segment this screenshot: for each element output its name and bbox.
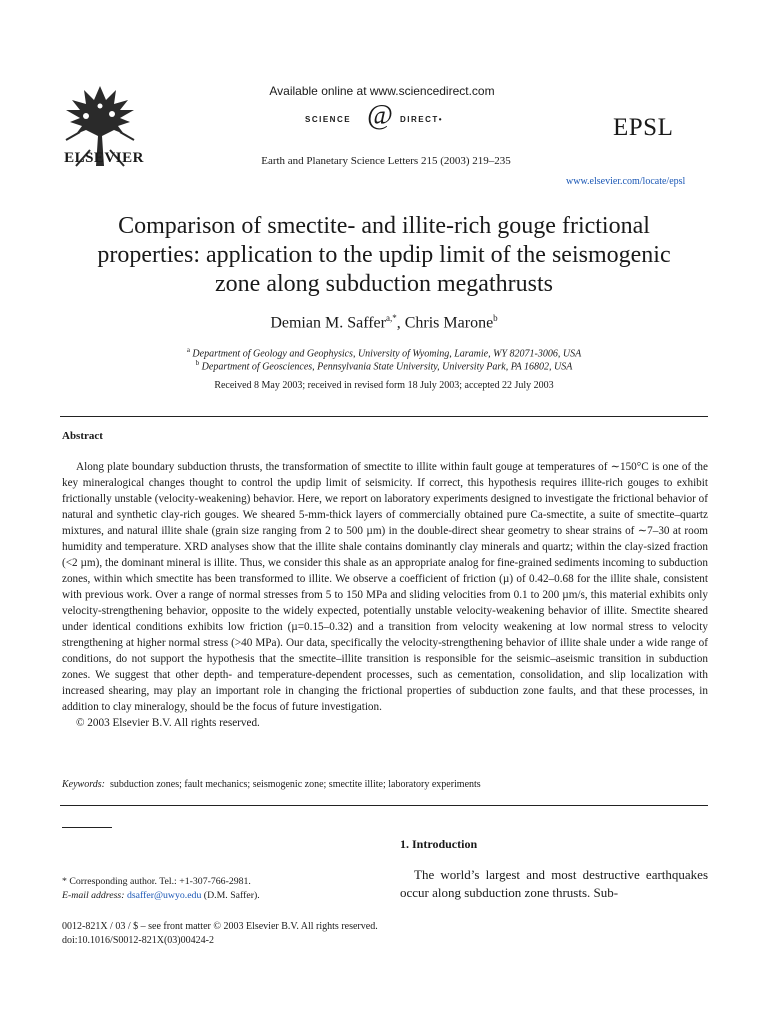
affiliation-a [60, 346, 708, 359]
affiliation-text: Department of Geology and Geophysics, University of Wyoming, Laramie, WY 82071-3006, USA [192, 348, 582, 360]
abstract-copyright: © 2003 Elsevier B.V. All rights reserved. [76, 717, 260, 729]
affiliation-label: b [195, 359, 200, 367]
author-separator: , [396, 314, 405, 332]
introduction-text: The world’s largest and most destructive earthquakes occur along subduction zone thrusts. Sub- [400, 867, 708, 900]
author-saffer-affil: a,* [385, 313, 397, 323]
article-title [60, 212, 708, 299]
keywords-label: Keywords: [62, 779, 105, 790]
available-online-text: Available online at www.sciencedirect.com [269, 84, 495, 98]
abstract-body [62, 459, 708, 731]
journal-url-link[interactable]: www.elsevier.com/locate/epsl [566, 176, 686, 187]
sciencedirect-at-icon: @ [367, 100, 393, 131]
affiliation-label: a [186, 346, 190, 354]
affiliation-text: Department of Geosciences, Pennsylvania State University, University Park, PA 16802, USA [201, 361, 573, 373]
corresponding-author-note: * Corresponding author. Tel.: +1-307-766-2981. [62, 876, 251, 887]
author-marone: Chris Marone [404, 314, 494, 332]
keywords-text: subduction zones; fault mechanics; seismogenic zone; smectite illite; laboratory experiments [109, 779, 481, 790]
email-suffix: (D.M. Saffer). [201, 890, 260, 901]
footnote-rule [62, 827, 112, 828]
publisher-name: ELSEVIER [64, 150, 144, 166]
author-list [60, 313, 708, 332]
introduction-heading: 1. Introduction [400, 837, 478, 851]
author-marone-affil: b [493, 313, 498, 323]
journal-reference: Earth and Planetary Science Letters 215 (2003) 219–235 [261, 155, 511, 167]
keywords [62, 779, 708, 790]
sciencedirect-logo-left: SCIENCE [305, 115, 352, 124]
received-dates: Received 8 May 2003; received in revised form 18 July 2003; accepted 22 July 2003 [214, 380, 554, 391]
divider [60, 805, 708, 806]
title-line: zone along subduction megathrusts [215, 271, 553, 297]
sciencedirect-logo-right: DIRECT• [400, 115, 444, 124]
title-line: Comparison of smectite- and illite-rich gouge frictional [118, 213, 650, 239]
doi-line: doi:10.1016/S0012-821X(03)00424-2 [62, 935, 214, 946]
author-saffer: Demian M. Saffer [270, 314, 386, 332]
front-matter-line: 0012-821X / 03 / $ – see front matter © 2003 Elsevier B.V. All rights reserved. [62, 921, 378, 932]
divider [60, 416, 708, 417]
affiliation-b [60, 359, 708, 372]
email-note [62, 890, 362, 901]
abstract-heading: Abstract [62, 430, 103, 442]
abstract-text: Along plate boundary subduction thrusts, the transformation of smectite to illite within fault gouge at temperatures of ∼150°C is one of the key mineralogical changes thought to control the updip limit of seismicity. If correct, this hypothesis requires illite-rich gouges to exhibit frictionally unstable (velocity-weakening) behavior. Here, we report on laboratory experiments designed to investigate the frictional behavior of natural and synthetic clay-rich gouges. We sheared 5-mm-thick layers of commercially obtained pure Ca-smectite, a suite of smectite–quartz mixtures, and natural illite shale (grain size ranging from 2 to 500 µm) in the double-direct shear geometry to shear strains of ∼7–30 at room humidity and temperature. XRD analyses show that the illite shale contains dominantly clay minerals and quartz; within the clay-sized fraction (<2 µm), the dominant mineral is illite. Thus, we consider this shale as an appropriate analog for fine-grained sediments incoming to subduction zones, within which smectite has been transformed to illite. We observe a coefficient of friction (µ) of 0.42–0.68 for the illite shale, consistent with previous work. Over a range of normal stresses from 5 to 150 MPa and sliding velocities from 0.1 to 200 µm/s, this material exhibits only velocity-strengthening behavior, opposite to the widely expected, potentially unstable velocity-weakening behavior of illite. Smectite sheared under identical conditions exhibits low friction (µ=0.15–0.32) and a transition from velocity weakening at low normal stress to velocity strengthening at higher normal stress (>40 MPa). Our data, specifically the velocity-strengthening behavior of illite shale under a wide range of conditions, do not support the hypothesis that the smectite–illite transition is responsible for the seismic–aseismic transition in subduction zones. We suggest that other depth- and temperature-dependent processes, such as cementation, consolidation, and slip localization with increased shearing, may play an important role in changing the frictional properties of subduction zone faults, and that these processes, in addition to clay mineralogy, should be the focus of future investigation. [62, 461, 708, 713]
email-label: E-mail address: [62, 890, 125, 901]
email-link[interactable]: dsaffer@uwyo.edu [126, 890, 202, 901]
journal-abbrev: EPSL [613, 114, 674, 141]
title-line: properties: application to the updip limit of the seismogenic [97, 242, 671, 268]
